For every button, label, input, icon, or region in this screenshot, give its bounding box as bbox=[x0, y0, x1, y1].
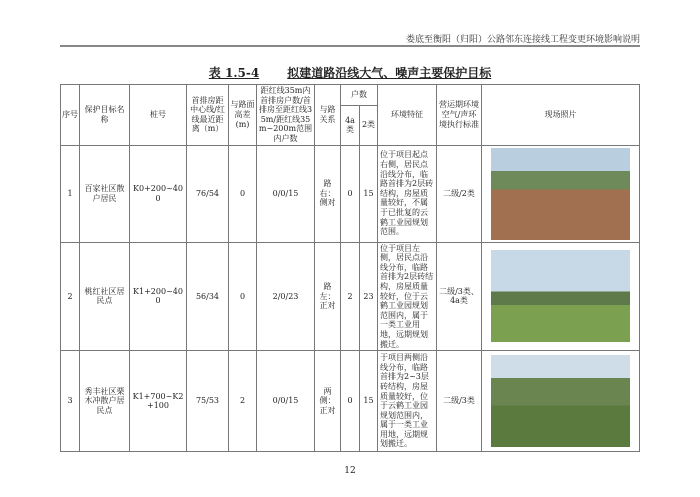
cell-2: 15 bbox=[360, 145, 378, 242]
cell-households: 0/0/15 bbox=[257, 145, 315, 242]
cell-env: 位于项目左侧，居民点沿线分布，临路首排为2层砖结构，房屋质量较好，位于云鹤工业园规划范围内，属于一类工业用地，远期规划搬迁。 bbox=[378, 242, 437, 351]
cell-standard: 二级/3类 bbox=[437, 351, 482, 452]
cell-distance: 56/34 bbox=[187, 242, 229, 351]
cell-distance: 76/54 bbox=[187, 145, 229, 242]
cell-height: 0 bbox=[229, 145, 257, 242]
cell-4a: 0 bbox=[341, 145, 360, 242]
cell-name: 秀丰社区栗木冲散户居民点 bbox=[80, 351, 130, 452]
col-header: 现场照片 bbox=[482, 85, 640, 146]
table-number: 表 1.5-4 bbox=[208, 66, 260, 80]
field-tree-photo bbox=[491, 250, 630, 342]
col-header: 序号 bbox=[61, 85, 80, 146]
cell-name: 百家社区散户居民 bbox=[80, 145, 130, 242]
cell-env: 于项目两侧沿线分布，临路首排为2~3层砖结构，房屋质量较好，位于云鹤工业园规划范围内，属于一类工业用地，远期规划搬迁。 bbox=[378, 351, 437, 452]
col-header: 2类 bbox=[360, 105, 378, 145]
col-header: 首排房距中心线/红线最近距离（m） bbox=[187, 85, 229, 146]
cell-no: 2 bbox=[61, 242, 80, 351]
col-header: 与路面高差(m) bbox=[229, 85, 257, 146]
cell-no: 3 bbox=[61, 351, 80, 452]
cell-height: 2 bbox=[229, 351, 257, 452]
cell-station: K0+200~400 bbox=[130, 145, 187, 242]
cell-4a: 2 bbox=[341, 242, 360, 351]
cell-station: K1+200~400 bbox=[130, 242, 187, 351]
cell-relation: 两侧：正对 bbox=[315, 351, 341, 452]
col-header: 桩号 bbox=[130, 85, 187, 146]
col-header: 营运期环境空气/声环境执行标准 bbox=[437, 85, 482, 146]
houses-valley-photo bbox=[491, 355, 630, 447]
page-number: 12 bbox=[344, 466, 356, 477]
cell-2: 23 bbox=[360, 242, 378, 351]
col-header: 户数 bbox=[341, 85, 378, 106]
running-header: 娄底至衡阳（归阳）公路邻东连接线工程变更环境影响说明 bbox=[405, 35, 640, 45]
cell-2: 15 bbox=[360, 351, 378, 452]
cell-relation: 路右：侧对 bbox=[315, 145, 341, 242]
table-title: 拟建道路沿线大气、噪声主要保护目标 bbox=[287, 66, 492, 80]
table-row bbox=[61, 145, 640, 242]
cell-height: 0 bbox=[229, 242, 257, 351]
cell-no: 1 bbox=[61, 145, 80, 242]
table-row bbox=[61, 351, 640, 452]
col-header: 距红线35m内首排房户数/首排房至距红线35m/距红线35m~200m范围内户数 bbox=[257, 85, 315, 146]
col-header: 4a类 bbox=[341, 105, 360, 145]
cell-4a: 0 bbox=[341, 351, 360, 452]
table-row bbox=[61, 242, 640, 351]
col-header: 保护目标名称 bbox=[80, 85, 130, 146]
protection-targets-table bbox=[60, 84, 640, 452]
village-hillside-photo bbox=[491, 148, 630, 240]
cell-env: 位于项目起点右侧，居民点沿线分布，临路首排为2层砖结构，房屋质量较好，不属于已批复的云鹤工业园规划范围。 bbox=[378, 145, 437, 242]
cell-standard: 二级/2类 bbox=[437, 145, 482, 242]
cell-station: K1+700~K2+100 bbox=[130, 351, 187, 452]
col-header: 与路关系 bbox=[315, 85, 341, 146]
cell-households: 0/0/15 bbox=[257, 351, 315, 452]
col-header: 环境特征 bbox=[378, 85, 437, 146]
cell-distance: 75/53 bbox=[187, 351, 229, 452]
cell-standard: 二级/3类、4a类 bbox=[437, 242, 482, 351]
cell-name: 桃红社区居民点 bbox=[80, 242, 130, 351]
cell-households: 2/0/23 bbox=[257, 242, 315, 351]
cell-relation: 路左：正对 bbox=[315, 242, 341, 351]
